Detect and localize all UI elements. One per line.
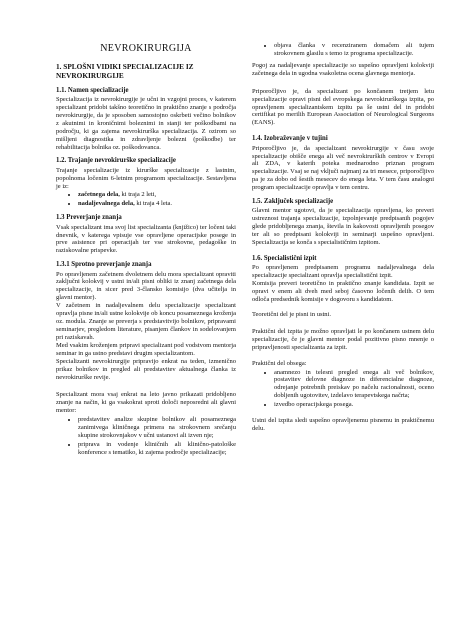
section-1-3-1-p5: Specializant mora vsaj enkrat na leto javno prikazati pridobljeno znanje na način, ki ga vsakokrat sproti določi neposredni ali glavni mentor: [56,391,236,415]
section-1-6-p5: Praktični del obsega: [252,359,307,367]
section-1-6-p6: Ustni del izpita sledi uspešno opravljenemu pisnemu in praktičnemu delu. [252,417,434,433]
section-1-heading: 1. SPLOŠNI VIDIKI SPECIALIZACIJE IZ NEVROKIRURGIJE [56,62,194,80]
list-item: • nadaljevalnega dela, ki traja 4 leta. [78,200,236,208]
duration-list [56,191,236,208]
section-1-3-1-heading: 1.3.1 Sprotno preverjanje znanja [56,261,152,269]
section-1-3-heading: 1.3 Preverjanje znanja [56,214,122,222]
practical-list [252,369,434,410]
presentation-list-continued [252,42,434,58]
section-1-3-1-p1: Po opravljenem začetnem dvoletnem delu mora specializant opraviti zaključni kolokvij v ustni in/ali pisni obliki iz znanj začetnega dela specializacije, in sicer pred 3-člansko komisijo (dva učitelja in glavni mentor). [56,270,236,302]
condition-text: Pogoj za nadaljevanje specializacije so uspešno opravljeni kolokviji začetnega dela in ugodna vsakoletna ocena glavnega mentorja. [252,61,434,77]
recommendation-text: Priporočljivo je, da specializant po končanem tretjem letu specializacije opravi pisni del evropskega nevrokirurškega izpita, po opravljenem specializantskem izpitu pa še ustni del in pridobi certifikat po merilih European Association of Neurological Surgeons (EANS). [252,87,434,127]
section-1-3-1-p2: V začetnem in nadaljevalnem delu specializacije specializant opravlja pisne in/ali ustne kolokvije ob koncu posameznega kroženja oz. modula. Znanje se preverja s predstavitvijo bolnikov, pripravami seminarjev, pregledom literature, pisanjem člankov in sodelovanjem pri raziskavah. [56,302,236,341]
section-1-4-text: Priporočljivo je, da specializant nevrokirurgije v času svoje specializacije obišče enega ali več nevrokirurških centrov v Evropi ali ZDA, v katerih poteka mednarodno priznan program specializacije. Vsaj se naj vključi najmanj za tri mesece, priporočljivo pa je za dobo od šestih mesecev do enega leta. V tem času analogni program specializacije opravlja v tem centru. [252,144,434,192]
section-1-5-heading: 1.5. Zaključek specializacije [252,198,334,206]
list-item: • predstavitev analize skupine bolnikov ali posameznega zanimivega kliničnega primera na strokovnem srečanju skupine strokovnjakov v učni ustanovi ali izven nje; [78,416,236,440]
list-item: • objava članka v recenziranem domačem ali tujem strokovnem glasilu s temo iz programa specializacije. [274,42,434,58]
left-column [56,0,236,461]
section-1-6-p2: Komisija preveri teoretično in praktično znanje kandidata. Izpit se opravi v enem ali dveh med seboj časovno ločenih delih. O tem odloča predsednik komisije v dogovoru s kandidatom. [252,280,434,303]
list-item: • začetnega dela, ki traja 2 leti, [78,191,236,199]
presentation-list [56,416,236,457]
section-1-2-text: Trajanje specializacije iz kirurške specializacije z lastnim, popolnoma ločenim 6-letnim programom specializacije. Sestavljena je iz: [56,166,236,190]
list-item: • priprava in vodenje kliničnih ali klinično-patološke konference s tematiko, ki zajema področje specializacije; [78,441,236,457]
list-item: • izvedbo operacijskega posega. [274,401,434,409]
section-1-1-text: Specializacija iz nevrokirurgije je učni in vzgojni proces, v katerem specializant pridobi takšno teoretično in praktično znanje s področja nevrokirurgije, da je sposoben samostojno oskrbeti večino bolnikov z akutnimi in kroničnimi boleznimi in stanji ter poškodbami na področju, ki ga zajema nevrokirurška specializacija. Z ozirom so mišljeni diagnostika in zdravljenje bolezni (poškodbe) ter rehabilitacija bolnika oz. poškodovanca. [56,95,236,151]
section-1-2-heading: 1.2. Trajanje nevrokirurške specializacije [56,157,176,165]
section-1-6-p1: Po opravljenem predpisanem programu nadaljevalnega dela specializacije specializant opravlja specialistični izpit. [252,264,434,280]
section-1-4-heading: 1.4. Izobraževanje v tujini [252,135,328,143]
document-title: NEVROKIRURGIJA [100,43,192,54]
section-1-3-1-p4: Specializanti nevrokirurgije pripravijo enkrat na teden, izmenično prikaz bolnikov in pregled ali predstavitev aktualnega članka iz nevrokirurške revije. [56,357,236,381]
section-1-6-p3: Teoretični del je pisni in ustni. [252,310,331,318]
section-1-6-p4: Praktični del izpita je možno opravljati le po končanem ustnem delu specializacije, če je glavni mentor podal pozitivno pisno mnenje o pripravljenosti specializanta za izpit. [252,327,434,351]
section-1-3-text: Vsak specializant ima svoj list specializanta (knjižico) ter ločeni taki dnevnik, v katerega vpisuje vse opravljene operacijske posege in prve asistence pri operacijah ter vse strokovne, pedagoške in raziskovalne prispevke. [56,223,236,255]
section-1-3-1-p3: Med vsakim kroženjem pripravi specializant pod vodstvom mentorja seminar in ga ustno predstavi drugim specializantom. [56,341,236,357]
list-item: • anamnezo in telesni pregled enega ali več bolnikov, postavitev delovne diagnoze in diferencialne diagnoze, odrejanje potrebnih preiskav po načelu racionalnosti, oceno dobljenih ugotovitev, izdelavo terapevtskega načrta; [274,369,434,401]
right-column [252,42,434,437]
section-1-6-heading: 1.6. Specialistični izpit [252,255,317,262]
section-1-5-text: Glavni mentor ugotovi, da je specializacija opravljena, ko preveri ustreznost trajanja specializacije, izpolnjevanje predpisanih pogojev glede pridobljenega znanja, števila in kakovosti opravljenih posegov ter ali so predpisani kolokviji in seminarji uspešno opravljeni. Specializacija se konča s specialističnim izpitom. [252,207,434,247]
section-1-1-heading: 1.1. Namen specializacije [56,86,129,94]
